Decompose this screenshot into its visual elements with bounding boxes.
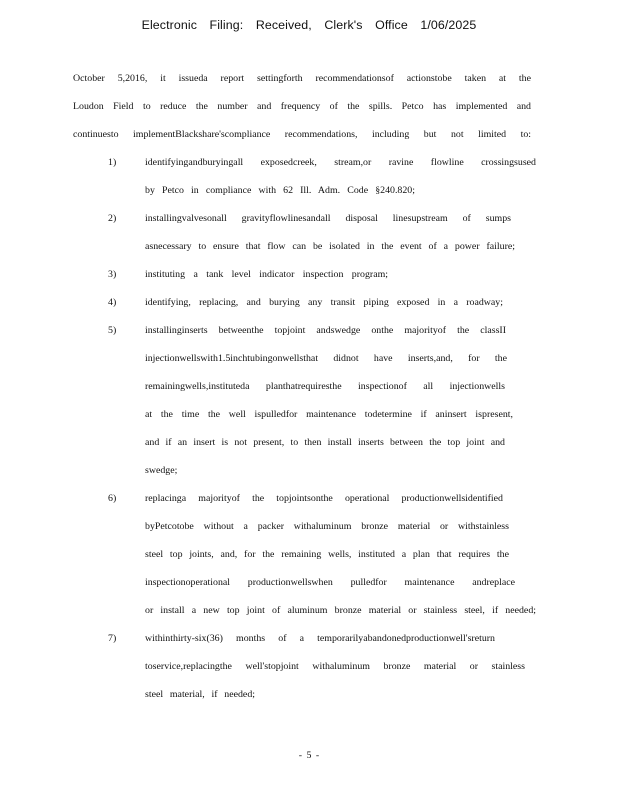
item-line: installingvalvesonall gravityflowlinesandall disposal linesupstream of sumps [145, 213, 511, 224]
item-line: injectionwellswith1.5inchtubingonwellsthat didnot have inserts,and, for the [145, 353, 507, 364]
item-number: 1) [108, 157, 117, 168]
item-number: 3) [108, 269, 117, 280]
item-line: steel top joints, and, for the remaining wells, instituted a plan that requires the [145, 549, 509, 560]
item-line: steel material, if needed; [145, 689, 255, 700]
filing-header: Electronic Filing: Received, Clerk's Office 1/06/2025 [141, 18, 477, 32]
item-line: instituting a tank level indicator inspection program; [145, 269, 388, 280]
item-line: installinginserts betweenthe topjoint andswedge onthe majorityof the classII [145, 325, 506, 336]
item-number: 7) [108, 633, 117, 644]
item-line: identifying, replacing, and burying any transit piping exposed in a roadway; [145, 297, 503, 308]
item-line: at the time the well ispulledfor maintenance todetermine if aninsert ispresent, [145, 409, 513, 420]
item-number: 6) [108, 493, 117, 504]
item-line: and if an insert is not present, to then install inserts between the top joint and [145, 437, 505, 448]
item-number: 2) [108, 213, 117, 224]
item-line: remainingwells,instituteda planthatrequiresthe inspectionof all injectionwells [145, 381, 505, 392]
intro-line: October 5,2016, it issueda report settingforth recommendationsof actionstobe taken at the [73, 73, 531, 84]
item-line: swedge; [145, 465, 178, 476]
item-number: 4) [108, 297, 117, 308]
item-line: asnecessary to ensure that flow can be isolated in the event of a power failure; [145, 241, 515, 252]
page-number: - 5 - [298, 750, 320, 761]
item-line: toservice,replacingthe well'stopjoint withaluminum bronze material or stainless [145, 661, 525, 672]
item-line: identifyingandburyingall exposedcreek, stream,or ravine flowline crossingsused [145, 157, 536, 168]
item-line: withinthirty-six(36) months of a temporarilyabandonedproductionwell'sreturn [145, 633, 495, 644]
item-line: inspectionoperational productionwellswhen pulledfor maintenance andreplace [145, 577, 515, 588]
item-line: or install a new top joint of aluminum bronze material or stainless steel, if needed; [145, 605, 536, 616]
item-number: 5) [108, 325, 117, 336]
item-line: replacinga majorityof the topjointsonthe operational productionwellsidentified [145, 493, 503, 504]
intro-line: continuesto implementBlackshare'scompliance recommendations, including but not limited to: [73, 129, 531, 140]
item-line: by Petco in compliance with 62 Ill. Adm. Code §240.820; [145, 185, 415, 196]
intro-line: Loudon Field to reduce the number and frequency of the spills. Petco has implemented and [73, 101, 531, 112]
item-line: byPetcotobe without a packer withaluminum bronze material or withstainless [145, 521, 509, 532]
